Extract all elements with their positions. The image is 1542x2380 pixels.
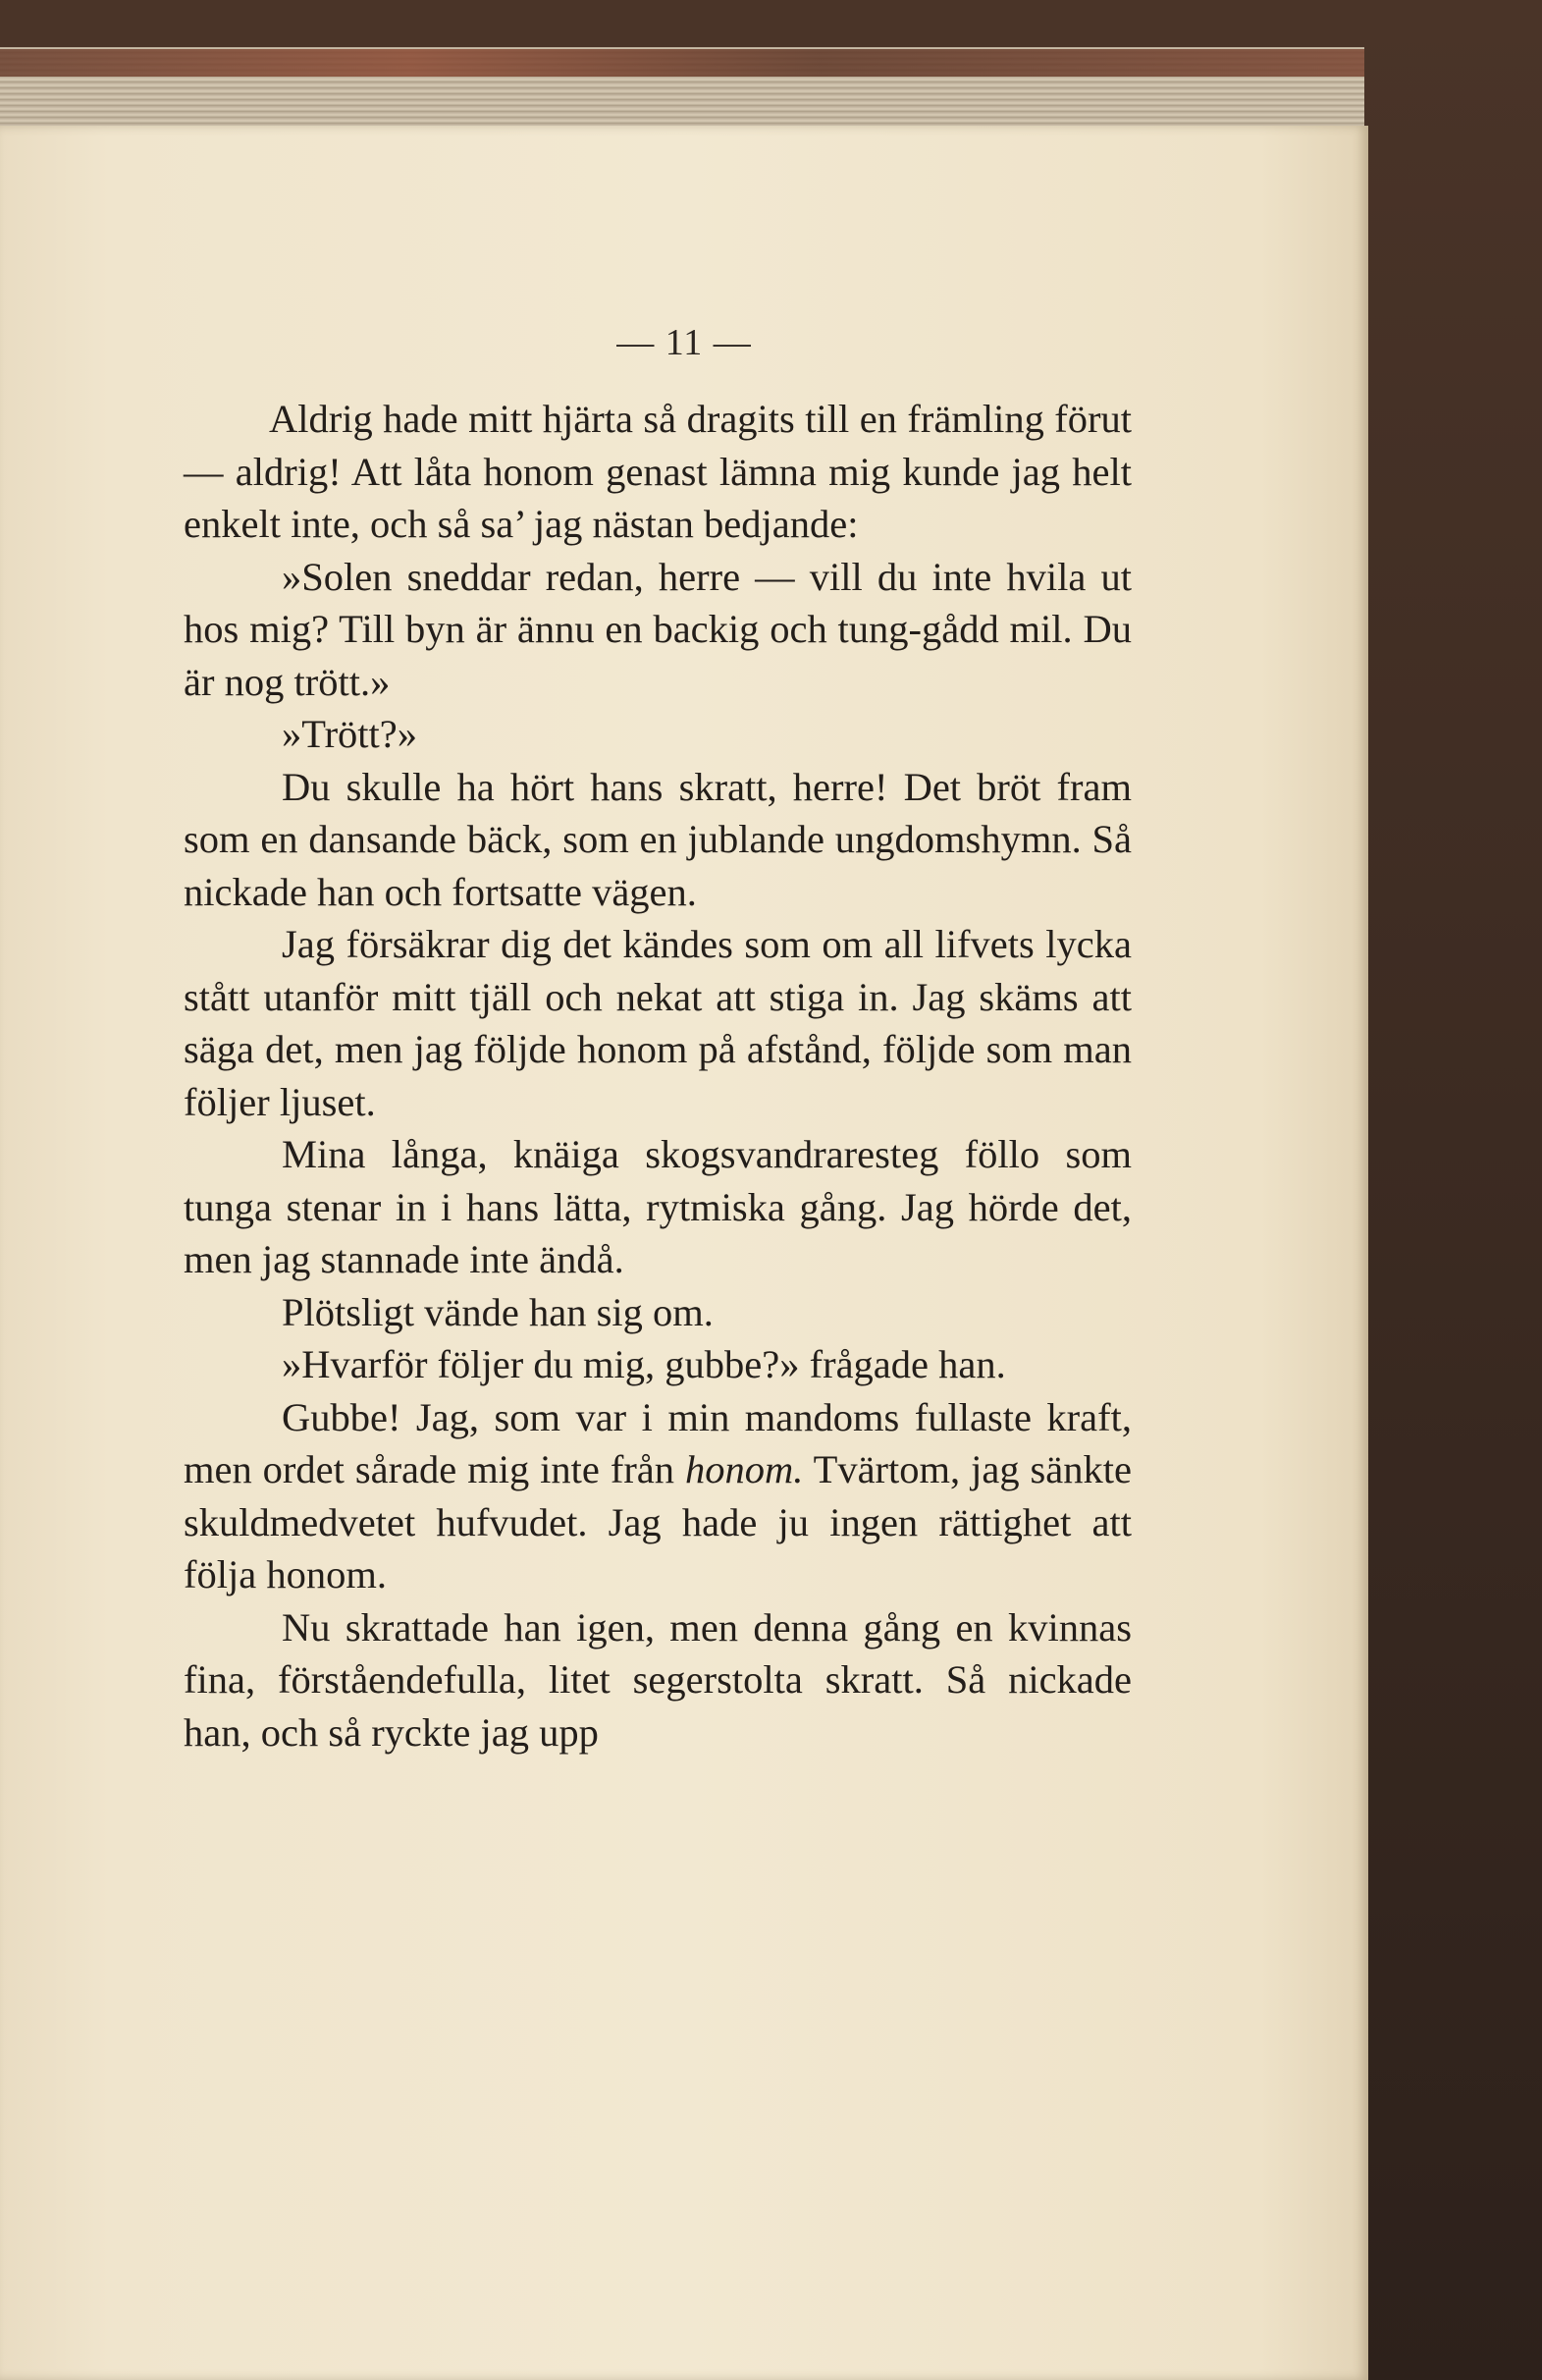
page-body-text	[184, 393, 1132, 1758]
paragraph: »Hvarför följer du mig, gubbe?» frågade han.	[282, 1342, 1006, 1386]
paragraph: Mina långa, knäiga skogsvandraresteg föllo som tunga stenar in i hans lätta, rytmiska gång. Jag hörde det, men jag stannade inte ändå.	[184, 1132, 1132, 1281]
paragraph: Jag försäkrar dig det kändes som om all lifvets lycka stått utanför mitt tjäll och nekat att stiga in. Jag skäms att säga det, men jag följde honom på afstånd, följde som man följer ljuset.	[184, 922, 1132, 1124]
paragraph: Aldrig hade mitt hjärta så dragits till en främling förut — aldrig! Att låta honom genast lämna mig kunde jag helt enkelt inte, och så sa’ jag nästan bedjande:	[184, 397, 1132, 546]
paragraph: Plötsligt vände han sig om.	[282, 1289, 714, 1334]
paragraph: »Trött?»	[282, 712, 418, 756]
paragraph-text: Gubbe! Jag, som var i min mandoms fullaste kraft, men ordet sårade mig inte från	[184, 1394, 1132, 1491]
paragraph: Nu skrattade han igen, men denna gång en kvinnas fina, förståendefulla, litet segerstolta skratt. Så nickade han, och så ryckte jag upp	[184, 1604, 1132, 1755]
paragraph: Du skulle ha hört hans skratt, herre! Det bröt fram som en dansande bäck, som en jublande ungdomshymn. Så nickade han och fortsatte vägen.	[184, 764, 1132, 914]
book-cover-strip	[0, 49, 1364, 77]
emphasized-word: honom.	[684, 1447, 804, 1491]
paragraph: »Solen sneddar redan, herre — vill du inte hvila ut hos mig? Till byn är ännu en backig och tung-gådd mil. Du är nog trött.»	[184, 554, 1132, 704]
paragraph-text: Tvärtom, jag sänkte skuldmedvetet hufvudet. Jag hade ju ingen rättighet att följa honom.	[184, 1447, 1132, 1596]
page-number: — 11 —	[616, 322, 752, 363]
paragraph	[184, 1391, 1132, 1601]
